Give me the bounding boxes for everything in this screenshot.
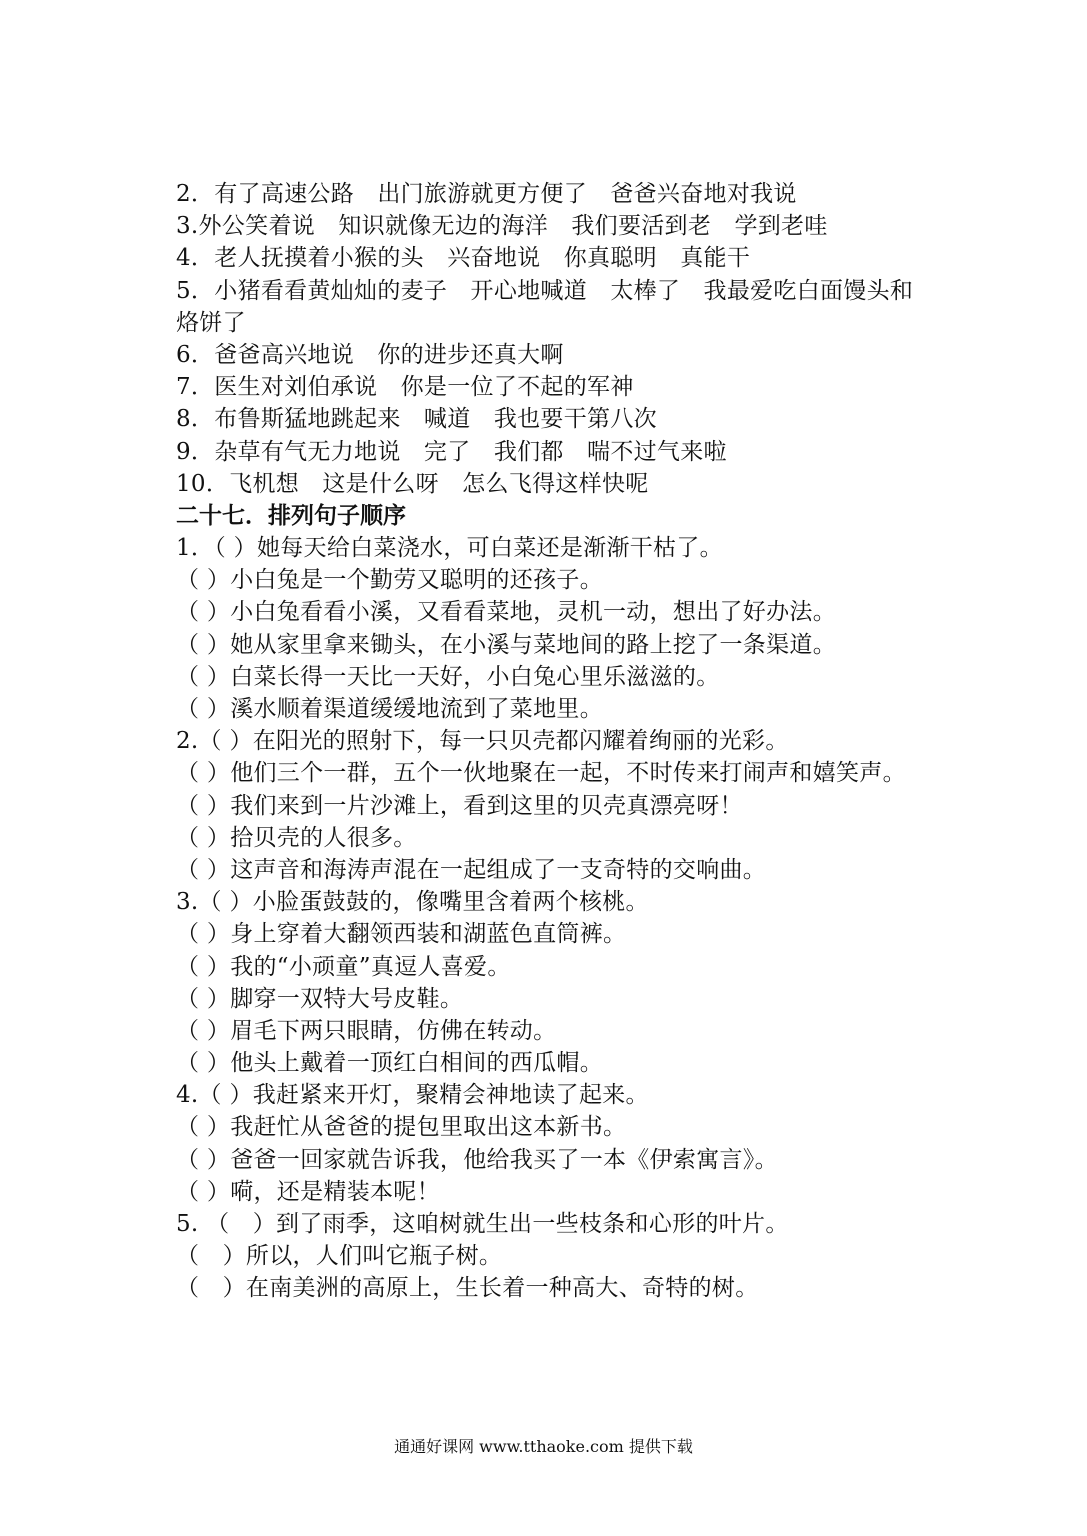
exercise-line: 8．布鲁斯猛地跳起来 喊道 我也要干第八次	[176, 406, 657, 433]
ordering-line: （ ）脚穿一双特大号皮鞋。	[176, 985, 464, 1012]
exercise-line: 6．爸爸高兴地说 你的进步还真大啊	[176, 341, 564, 368]
exercise-line: 5．小猪看看黄灿灿的麦子 开心地喊道 太棒了 我最爱吃白面馒头和烙饼了	[176, 277, 914, 336]
ordering-line: （ ）她从家里拿来锄头，在小溪与菜地间的路上挖了一条渠道。	[176, 631, 837, 658]
exercise-line: 2．有了高速公路 出门旅游就更方便了 爸爸兴奋地对我说	[176, 181, 797, 207]
section-heading: 二十七．排列句子顺序	[176, 502, 406, 529]
exercise-line: 10．飞机想 这是什么呀 怎么飞得这样快呢	[176, 470, 649, 497]
ordering-line: （ ）我的“小顽童”真逗人喜爱。	[176, 953, 511, 980]
ordering-exercise-list	[176, 532, 936, 1305]
exercise-line: 3.外公笑着说 知识就像无边的海洋 我们要活到老 学到老哇	[176, 213, 828, 240]
ordering-line: （ ）在南美洲的高原上，生长着一种高大、奇特的树。	[176, 1275, 759, 1302]
ordering-line: （ ）溪水顺着渠道缓缓地流到了菜地里。	[176, 696, 604, 723]
ordering-line: （ ）他头上戴着一顶红白相间的西瓜帽。	[176, 1050, 604, 1077]
ordering-line: （ ）我们来到一片沙滩上，看到这里的贝壳真漂亮呀！	[176, 792, 743, 819]
exercise-line: 7．医生对刘伯承说 你是一位了不起的军神	[176, 374, 634, 401]
ordering-line: （ ）爸爸一回家就告诉我，他给我买了一本《伊索寓言》。	[176, 1146, 778, 1173]
punctuation-exercise-list	[176, 178, 936, 500]
page-footer: 通通好课网 www.tthaoke.com 提供下载	[394, 1437, 693, 1456]
ordering-line: 5. （ ）到了雨季，这咱树就生出一些枝条和心形的叶片。	[176, 1211, 789, 1238]
ordering-line: （ ）眉毛下两只眼睛，仿佛在转动。	[176, 1017, 557, 1044]
ordering-line: （ ）他们三个一群，五个一伙地聚在一起，不时传来打闹声和嬉笑声。	[176, 760, 906, 787]
ordering-line: 2.（ ）在阳光的照射下，每一只贝壳都闪耀着绚丽的光彩。	[176, 728, 789, 755]
ordering-line: （ ）白菜长得一天比一天好，小白兔心里乐滋滋的。	[176, 663, 720, 690]
exercise-line: 9．杂草有气无力地说 完了 我们都 喘不过气来啦	[176, 438, 727, 465]
ordering-line: （ ）小白兔是一个勤劳又聪明的还孩子。	[176, 567, 604, 594]
ordering-line: （ ）所以，人们叫它瓶子树。	[176, 1243, 503, 1270]
ordering-line: 1．（ ）她每天给白菜浇水，可白菜还是渐渐干枯了。	[176, 535, 723, 562]
ordering-line: （ ）这声音和海涛声混在一起组成了一支奇特的交响曲。	[176, 856, 767, 883]
ordering-line: （ ）小白兔看看小溪，又看看菜地，灵机一动，想出了好办法。	[176, 599, 837, 626]
ordering-line: （ ）嗬，还是精装本呢！	[176, 1178, 440, 1205]
ordering-line: （ ）拾贝壳的人很多。	[176, 824, 417, 851]
ordering-line: （ ）身上穿着大翻领西装和湖蓝色直筒裤。	[176, 921, 627, 948]
document-body	[176, 178, 936, 1305]
ordering-line: 4.（ ）我赶紧来开灯，聚精会神地读了起来。	[176, 1082, 649, 1109]
ordering-line: 3.（ ）小脸蛋鼓鼓的，像嘴里含着两个核桃。	[176, 889, 649, 916]
exercise-line: 4．老人抚摸着小猴的头 兴奋地说 你真聪明 真能干	[176, 245, 751, 272]
ordering-line: （ ）我赶忙从爸爸的提包里取出这本新书。	[176, 1114, 627, 1141]
